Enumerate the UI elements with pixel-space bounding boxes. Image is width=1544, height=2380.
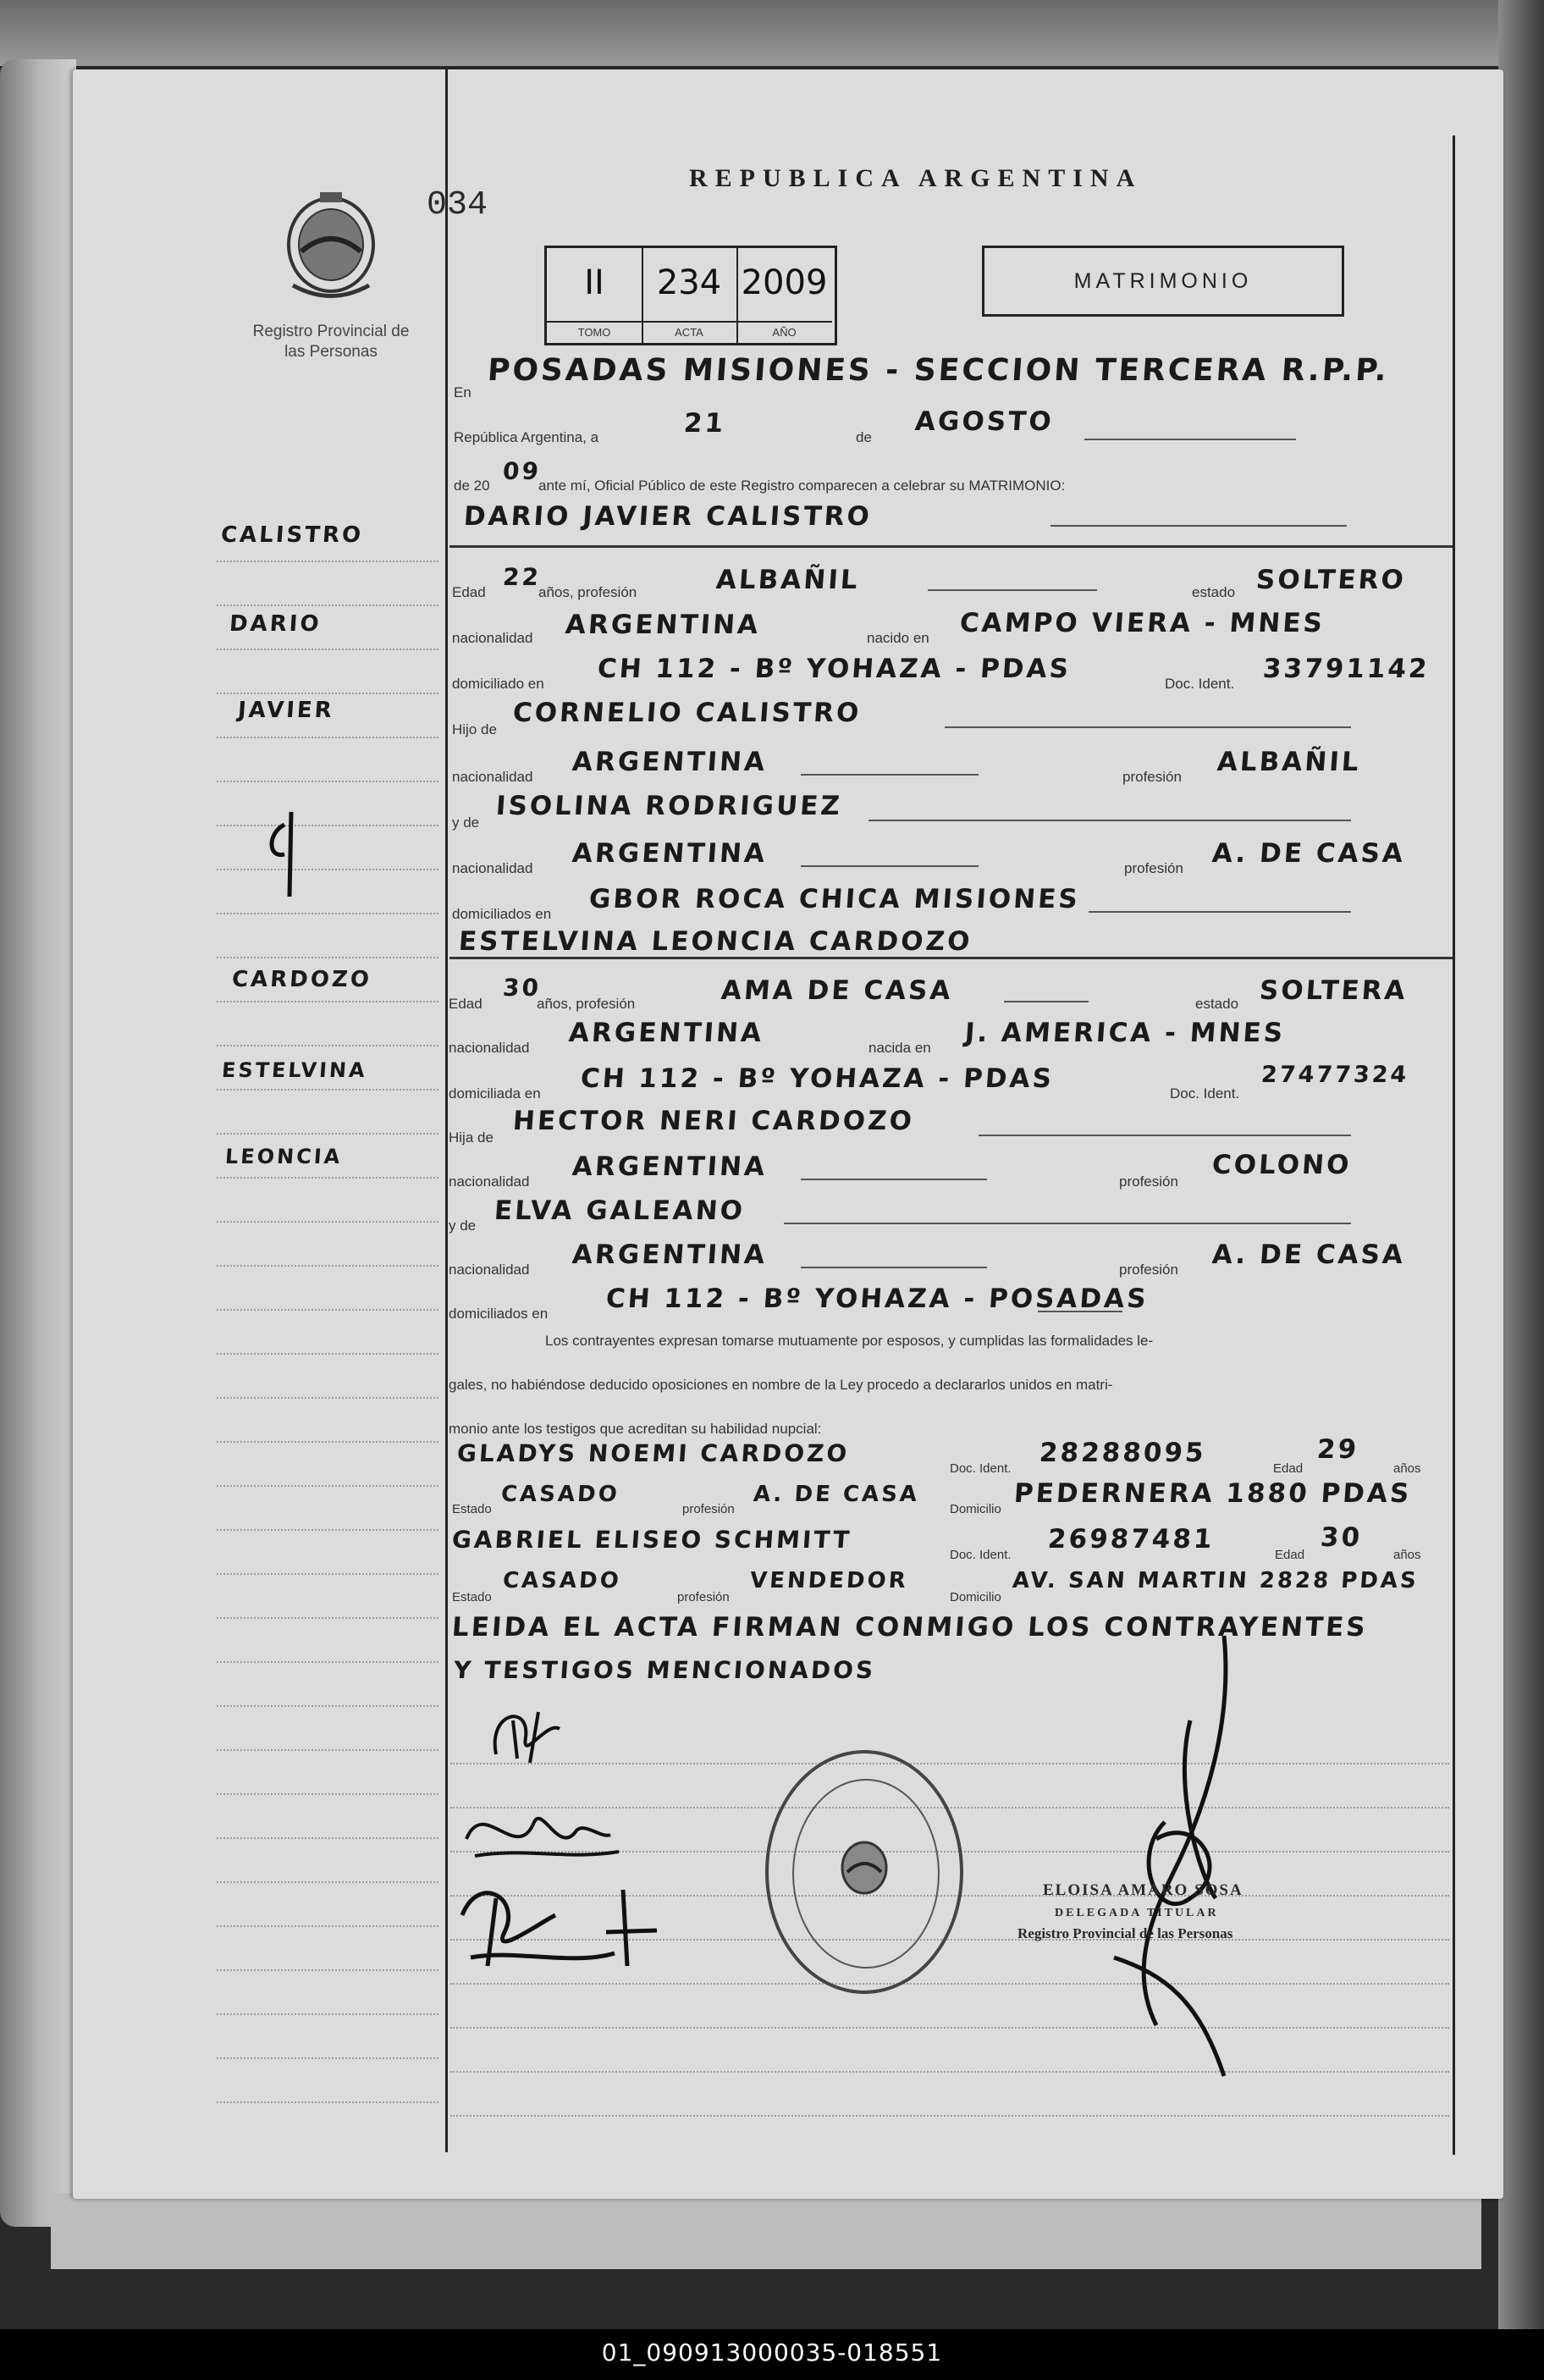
act-type-box: MATRIMONIO	[982, 246, 1344, 317]
bride-father-nat-line	[801, 1179, 987, 1180]
margin-ruled-line	[217, 1309, 438, 1311]
bride-yde-label: y de	[449, 1218, 477, 1234]
margin-ruled-line	[217, 1925, 438, 1928]
groom-mother-nac-label: nacionalidad	[452, 860, 533, 876]
witness-1-estado: CASADO	[499, 1482, 620, 1507]
margin-ruled-line	[217, 1397, 438, 1400]
official-name: ELOISA AMARO SOSA	[1043, 1881, 1243, 1899]
year-suffix-value: 09	[501, 457, 543, 485]
groom-section-rule	[449, 545, 1453, 548]
bride-parents-line	[1038, 1311, 1122, 1312]
tomo-acta-anio-box	[544, 246, 837, 345]
witness-2-doc: 26987481	[1046, 1524, 1216, 1554]
witness-2-edad-label: Edad	[1275, 1548, 1305, 1562]
bride-parents-address: CH 112 - Bº YOHAZA - POSADAS	[604, 1284, 1150, 1314]
groom-edad-label: Edad	[452, 584, 486, 600]
groom-father-prof-label: profesión	[1122, 769, 1182, 785]
margin-ruled-line	[217, 957, 438, 959]
margin-ruled-line	[217, 1001, 438, 1003]
closing-line-1: LEIDA EL ACTA FIRMAN CONMIGO LOS CONTRAYENTES	[450, 1612, 1369, 1643]
groom-nac-label: nacionalidad	[452, 630, 533, 646]
witness-1-anios-label: años	[1393, 1461, 1421, 1476]
groom-mother-nat: ARGENTINA	[571, 838, 769, 869]
witness-1-profession: A. DE CASA	[752, 1482, 921, 1507]
bride-father-line	[979, 1135, 1351, 1136]
witness-2-domicilio: AV. SAN MARTIN 2828 PDAS	[1011, 1568, 1420, 1593]
ruled-line	[450, 2115, 1449, 2118]
groom-yde-label: y de	[452, 815, 480, 831]
acta-label: ACTA	[642, 321, 736, 343]
bride-nacida-label: nacida en	[868, 1040, 931, 1056]
margin-note-2: DARIO	[228, 611, 323, 637]
groom-mother-prof: A. DE CASA	[1210, 838, 1407, 869]
margin-note-6: LEONCIA	[224, 1145, 344, 1168]
label-de: de	[856, 429, 872, 445]
groom-name-line	[1050, 525, 1347, 527]
margin-ruled-line	[217, 1749, 438, 1752]
seal-emblem-icon	[835, 1834, 894, 1902]
day-value: 21	[682, 408, 727, 439]
bride-anios-prof-label: años, profesión	[537, 996, 636, 1012]
bride-hija-label: Hija de	[449, 1129, 494, 1146]
witness-1-doc-label: Doc. Ident.	[950, 1461, 1012, 1476]
witness-1-prof-label: profesión	[682, 1502, 735, 1516]
folio-number: 034	[427, 186, 488, 224]
witness-2-name: GABRIEL ELISEO SCHMITT	[450, 1526, 853, 1554]
groom-mother-prof-label: profesión	[1124, 860, 1183, 876]
margin-ruled-line	[217, 1441, 438, 1444]
scan-background-top	[0, 0, 1544, 66]
bride-prof-line	[1004, 1001, 1089, 1002]
bride-father-nat: ARGENTINA	[571, 1151, 769, 1182]
certificate-page	[73, 69, 1503, 2199]
anio-label: AÑO	[736, 321, 832, 343]
bride-section-rule	[449, 957, 1453, 959]
coat-of-arms-icon	[276, 184, 386, 311]
margin-ruled-line	[217, 1837, 438, 1840]
margin-note-3: JAVIER	[236, 698, 335, 723]
groom-anios-prof-label: años, profesión	[538, 584, 637, 600]
month-line	[1084, 439, 1296, 440]
scan-image-id: 01_090913000035-018551	[601, 2339, 943, 2366]
bride-doc-label: Doc. Ident.	[1170, 1085, 1240, 1102]
official-office: Registro Provincial de las Personas	[1017, 1925, 1233, 1941]
margin-ruled-line	[217, 2013, 438, 2016]
declaration-line-2: gales, no habiéndose deducido oposiciones en nombre de la Ley procedo a declararlos unidos en matri-	[449, 1377, 1113, 1393]
witness-1-doc: 28288095	[1038, 1438, 1207, 1468]
margin-ruled-line	[217, 693, 438, 695]
intro-statement: ante mí, Oficial Público de este Registro comparecen a celebrar su MATRIMONIO:	[538, 478, 1066, 494]
margin-note-1: CALISTRO	[219, 522, 365, 548]
groom-hijo-label: Hijo de	[452, 721, 497, 737]
declaration-line-1: Los contrayentes expresan tomarse mutuamente por esposos, y cumplidas las formalidades le-	[545, 1333, 1154, 1349]
bride-mother-prof-label: profesión	[1119, 1262, 1178, 1278]
signature-groom	[479, 1695, 581, 1771]
margin-ruled-line	[217, 2101, 438, 2104]
bride-estado-label: estado	[1195, 996, 1239, 1012]
margin-ruled-line	[217, 605, 438, 607]
margin-ruled-line	[217, 1265, 438, 1267]
bride-birthplace: J. AMERICA - MNES	[963, 1018, 1287, 1048]
country-title: REPUBLICA ARGENTINA	[689, 164, 1143, 192]
groom-age: 22	[501, 563, 543, 591]
witness-2-profession: VENDEDOR	[748, 1568, 909, 1593]
groom-nationality: ARGENTINA	[564, 610, 762, 640]
margin-ruled-line	[217, 560, 438, 563]
official-seal	[765, 1750, 963, 1994]
signature-official	[1029, 1619, 1317, 2093]
margin-ruled-line	[217, 1353, 438, 1356]
margin-ruled-line	[217, 913, 438, 915]
bride-edad-label: Edad	[449, 996, 482, 1012]
witness-2-age: 30	[1319, 1522, 1364, 1553]
tomo-label: TOMO	[547, 321, 642, 343]
groom-parents-address: GBOR ROCA CHICA MISIONES	[587, 884, 1081, 914]
bride-nac-label: nacionalidad	[449, 1040, 530, 1056]
groom-nacido-label: nacido en	[867, 630, 929, 646]
groom-mother-nat-line	[801, 865, 979, 867]
witness-2-doc-label: Doc. Ident.	[950, 1548, 1012, 1562]
bride-father: HECTOR NERI CARDOZO	[511, 1106, 916, 1136]
margin-ruled-line	[217, 1485, 438, 1488]
right-border-line	[1453, 135, 1455, 2155]
witness-2-prof-label: profesión	[677, 1590, 730, 1604]
bride-doc: 27477324	[1260, 1062, 1410, 1088]
margin-ruled-line	[217, 649, 438, 651]
bride-mother-nat-line	[801, 1267, 987, 1268]
witness-1-age: 29	[1315, 1434, 1360, 1465]
groom-father-prof: ALBAÑIL	[1216, 747, 1362, 777]
bride-mother-nat: ARGENTINA	[571, 1240, 769, 1270]
margin-ruled-line	[217, 1881, 438, 1884]
margin-ruled-line	[217, 1573, 438, 1576]
witness-1-name: GLADYS NOEMI CARDOZO	[455, 1439, 851, 1467]
official-title: DELEGADA TITULAR	[1055, 1907, 1219, 1919]
groom-dom-label: domiciliado en	[452, 676, 544, 692]
groom-estado: SOLTERO	[1254, 565, 1408, 595]
bride-father-nac-label: nacionalidad	[449, 1173, 530, 1190]
bride-estado: SOLTERA	[1258, 975, 1409, 1006]
groom-address: CH 112 - Bº YOHAZA - PDAS	[596, 654, 1073, 684]
margin-note-5: ESTELVINA	[221, 1058, 368, 1082]
margin-ruled-line	[217, 869, 438, 871]
label-republica: República Argentina, a	[454, 429, 599, 445]
margin-ruled-line	[217, 1969, 438, 1972]
bride-address: CH 112 - Bº YOHAZA - PDAS	[579, 1063, 1056, 1094]
margin-ruled-line	[217, 1221, 438, 1223]
margin-mark	[259, 808, 310, 901]
groom-doms-label: domiciliados en	[452, 906, 552, 922]
margin-ruled-line	[217, 737, 438, 739]
margin-ruled-line	[217, 1089, 438, 1091]
groom-doc-label: Doc. Ident.	[1165, 676, 1235, 692]
groom-father-nac-label: nacionalidad	[452, 769, 533, 785]
signature-witnesses	[445, 1864, 682, 1983]
bride-profession: AMA DE CASA	[720, 975, 954, 1006]
registry-name: Registro Provincial de las Personas	[252, 323, 410, 361]
anio-value: 2009	[741, 263, 828, 302]
margin-ruled-line	[217, 1529, 438, 1532]
tomo-value: II	[584, 263, 604, 302]
signature-bride	[458, 1797, 627, 1873]
book-left-pages	[0, 59, 76, 2227]
margin-ruled-line	[217, 1133, 438, 1135]
witness-1-domicilio: PEDERNERA 1880 PDAS	[1012, 1478, 1413, 1509]
groom-father-nat: ARGENTINA	[571, 747, 769, 777]
bride-father-prof-label: profesión	[1119, 1173, 1178, 1190]
groom-doc: 33791142	[1261, 654, 1431, 684]
bride-mother: ELVA GALEANO	[493, 1196, 747, 1226]
groom-mother: ISOLINA RODRIGUEZ	[494, 791, 844, 821]
bride-father-prof: COLONO	[1210, 1150, 1353, 1180]
bride-mother-line	[784, 1223, 1351, 1224]
witness-2-estado-label: Estado	[452, 1590, 492, 1604]
margin-ruled-line	[217, 1177, 438, 1179]
groom-profession: ALBAÑIL	[714, 565, 861, 595]
margin-divider-line	[445, 69, 448, 2152]
scan-background-right	[1498, 0, 1544, 2380]
witness-1-dom-label: Domicilio	[950, 1502, 1001, 1516]
groom-father-line	[945, 726, 1351, 728]
witness-1-edad-label: Edad	[1273, 1461, 1304, 1476]
bride-mother-nac-label: nacionalidad	[449, 1262, 530, 1278]
bride-dom-label: domiciliada en	[449, 1085, 541, 1102]
groom-estado-label: estado	[1192, 584, 1236, 600]
label-year-prefix: de 20	[454, 478, 490, 494]
margin-ruled-line	[217, 1705, 438, 1708]
acta-value: 234	[656, 263, 722, 302]
groom-father: CORNELIO CALISTRO	[511, 698, 863, 728]
groom-mother-line	[868, 820, 1351, 821]
bride-nationality: ARGENTINA	[567, 1018, 765, 1048]
margin-ruled-line	[217, 1045, 438, 1047]
margin-ruled-line	[217, 781, 438, 783]
margin-ruled-line	[217, 825, 438, 827]
witness-2-dom-label: Domicilio	[950, 1590, 1001, 1604]
groom-father-nat-line	[801, 774, 979, 776]
margin-ruled-line	[217, 1793, 438, 1796]
groom-birthplace: CAMPO VIERA - MNES	[958, 608, 1326, 638]
margin-ruled-line	[217, 2057, 438, 2060]
bride-age: 30	[501, 974, 543, 1002]
groom-parents-line	[1089, 911, 1351, 913]
place-value: POSADAS MISIONES - SECCION TERCERA R.P.P.	[486, 353, 1391, 388]
bride-doms-label: domiciliados en	[449, 1306, 549, 1322]
closing-line-2: Y TESTIGOS MENCIONADOS	[452, 1656, 877, 1684]
label-en: En	[454, 384, 471, 400]
bride-mother-prof: A. DE CASA	[1210, 1240, 1407, 1270]
groom-prof-line	[928, 589, 1097, 591]
groom-name: DARIO JAVIER CALISTRO	[462, 501, 874, 532]
bride-name: ESTELVINA LEONCIA CARDOZO	[457, 926, 973, 957]
witness-1-estado-label: Estado	[452, 1502, 492, 1516]
margin-ruled-line	[217, 1617, 438, 1620]
underlying-page	[51, 2193, 1481, 2269]
witness-2-estado: CASADO	[501, 1568, 622, 1593]
witness-2-anios-label: años	[1393, 1548, 1421, 1562]
declaration-line-3: monio ante los testigos que acreditan su habilidad nupcial:	[449, 1421, 822, 1437]
margin-note-4: CARDOZO	[230, 967, 372, 992]
month-value: AGOSTO	[913, 406, 1055, 437]
margin-ruled-line	[217, 1661, 438, 1664]
